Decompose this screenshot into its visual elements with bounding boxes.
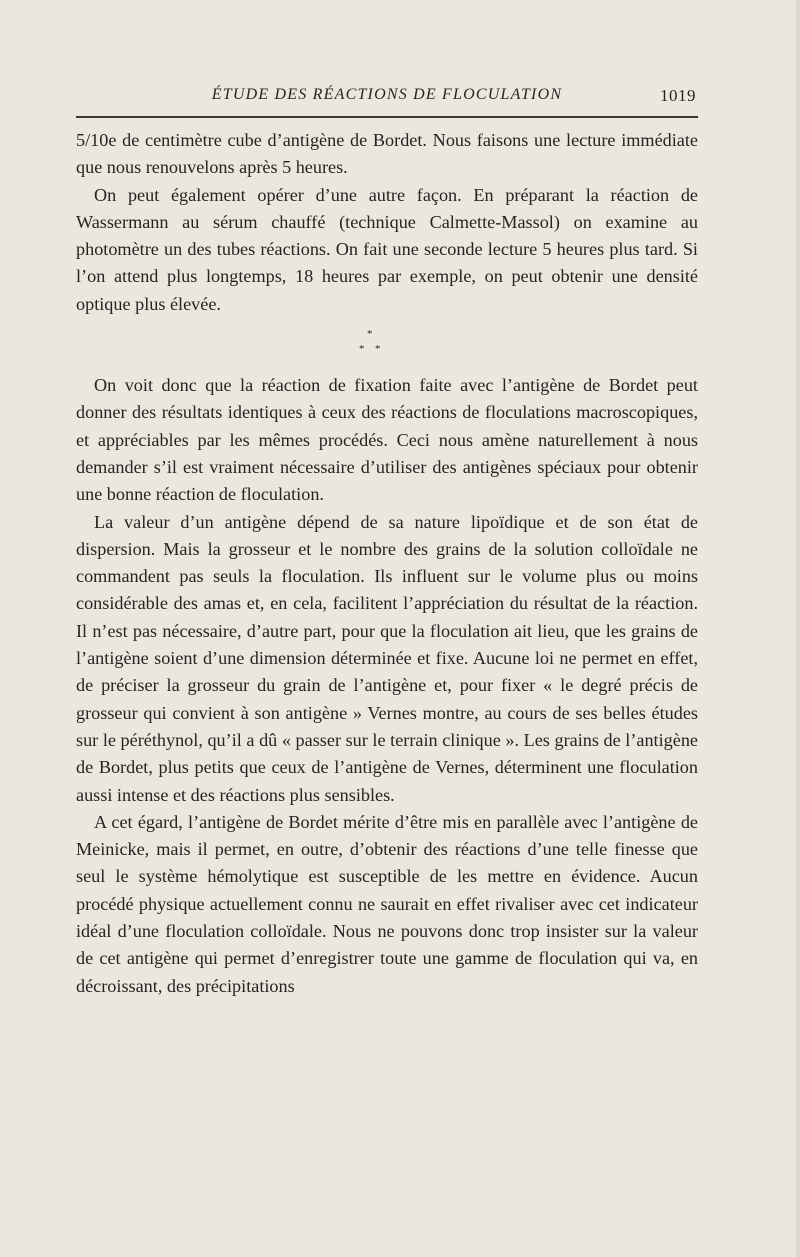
running-title: ÉTUDE DES RÉACTIONS DE FLOCULATION (211, 86, 563, 103)
paragraph-4: La valeur d’un antigène dépend de sa nature lipoïdique et de son état de dispersion. Mais la grosseur et le nombre des grains de la solution colloïdale ne commandent pas seuls la floculation. Ils influent sur le volume plus ou moins considérable des amas et, en cela, facilitent l’appréciation du résultat de la réaction. Il n’est pas nécessaire, d’autre part, pour que la floculation ait lieu, que les grains de l’antigène soient d’une dimension déterminée et fixe. Aucune loi ne permet en effet, de préciser la grosseur du grain de l’antigène et, pour fixer « le degré précis de grosseur qui convient à son antigène » Vernes montre, au cours de ses belles études sur le péréthynol, qu’il a dû « passer sur le terrain clinique ». Les grains de l’antigène de Bordet, plus petits que ceux de l’antigène de Vernes, déterminent une floculation aussi intense et des réactions plus sensibles. (76, 511, 698, 805)
page-number: 1019 (660, 86, 696, 105)
asterisk-icon: * (375, 343, 381, 356)
asterisk-icon: * (367, 328, 373, 341)
asterisk-icon: * (359, 343, 365, 356)
page-header (76, 78, 698, 112)
section-separator (76, 318, 698, 372)
body-text (76, 127, 698, 1000)
paragraph-3: On voit donc que la réaction de fixation faite avec l’antigène de Bordet peut donner des résultats identiques à ceux des réactions de floculations macroscopiques, et appréciables par les mêmes procédés. Ceci nous amène naturellement à nous demander s’il est vraiment nécessaire d’utiliser des antigènes spéciaux pour obtenir une bonne réaction de floculation. (76, 375, 698, 505)
paragraph-5: A cet égard, l’antigène de Bordet mérite d’être mis en parallèle avec l’antigène de Meinicke, mais il permet, en outre, d’obtenir des réactions d’une telle finesse que seul le système hémolytique est susceptible de les mettre en évidence. Aucun procédé physique actuellement connu ne saurait en effet rivaliser avec cet indicateur idéal d’une floculation colloïdale. Nous ne pouvons donc trop insister sur la valeur de cet antigène qui permet d’enregistrer toute une gamme de floculation qui va, en décroissant, des précipitations (76, 811, 698, 996)
page-edge (796, 0, 800, 1257)
header-rule (76, 116, 698, 118)
paragraph-1: 5/10e de centimètre cube d’antigène de Bordet. Nous faisons une lecture immédiate que nous renouvelons après 5 heures. (76, 130, 698, 178)
paragraph-2: On peut également opérer d’une autre façon. En préparant la réaction de Wassermann au sérum chauffé (technique Calmette-Massol) on examine au photomètre un des tubes réactions. On fait une seconde lecture 5 heures plus tard. Si l’on attend plus longtemps, 18 heures par exemple, on peut obtenir une densité optique plus élevée. (76, 184, 698, 314)
